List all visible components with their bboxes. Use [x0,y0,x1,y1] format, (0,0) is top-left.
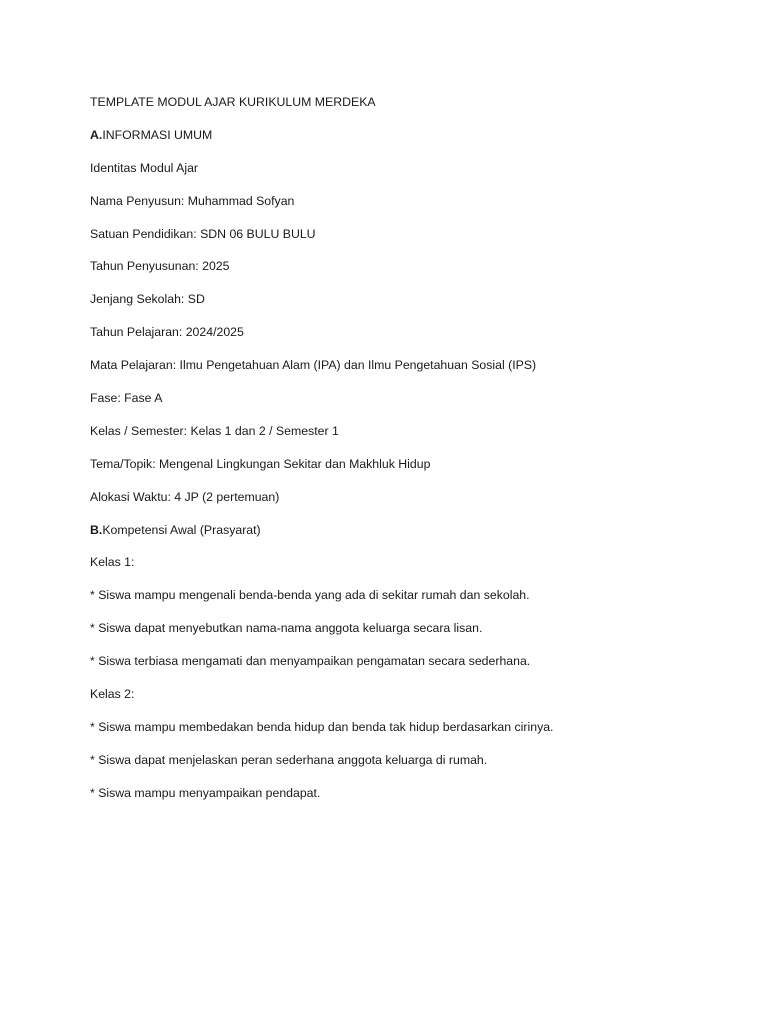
field-satuan-pendidikan: Satuan Pendidikan: SDN 06 BULU BULU [90,226,316,241]
kelas1-item: * Siswa dapat menyebutkan nama-nama anggota keluarga secara lisan. [90,621,483,636]
field-tahun-pelajaran: Tahun Pelajaran: 2024/2025 [90,325,244,340]
section-a-prefix: A. [90,127,103,142]
section-a-heading [90,126,730,144]
field-nama-penyusun: Nama Penyusun: Muhammad Sofyan [90,193,295,208]
kelas2-item: * Siswa dapat menjelaskan peran sederhana anggota keluarga di rumah. [90,752,488,767]
document-content [90,93,730,817]
section-b-prefix: B. [90,522,103,537]
kelas1-item: * Siswa mampu mengenali benda-benda yang ada di sekitar rumah dan sekolah. [90,588,530,603]
identity-heading: Identitas Modul Ajar [90,160,198,175]
field-mata-pelajaran: Mata Pelajaran: Ilmu Pengetahuan Alam (IPA) dan Ilmu Pengetahuan Sosial (IPS) [90,358,537,373]
section-b-heading [90,521,730,539]
field-tahun-penyusunan: Tahun Penyusunan: 2025 [90,259,230,274]
field-kelas-semester: Kelas / Semester: Kelas 1 dan 2 / Semester 1 [90,423,339,438]
kelas1-item: * Siswa terbiasa mengamati dan menyampaikan pengamatan secara sederhana. [90,654,531,669]
kelas2-item: * Siswa mampu menyampaikan pendapat. [90,785,321,800]
field-fase: Fase: Fase A [90,391,163,406]
kelas2-item: * Siswa mampu membedakan benda hidup dan benda tak hidup berdasarkan cirinya. [90,719,554,734]
section-b-title: Kompetensi Awal (Prasyarat) [102,522,261,537]
field-alokasi-waktu: Alokasi Waktu: 4 JP (2 pertemuan) [90,489,280,504]
section-a-title: INFORMASI UMUM [102,127,213,142]
kelas2-label: Kelas 2: [90,687,135,702]
field-jenjang-sekolah: Jenjang Sekolah: SD [90,292,205,307]
kelas1-label: Kelas 1: [90,555,135,570]
field-tema-topik: Tema/Topik: Mengenal Lingkungan Sekitar dan Makhluk Hidup [90,456,431,471]
document-title: TEMPLATE MODUL AJAR KURIKULUM MERDEKA [90,95,376,109]
